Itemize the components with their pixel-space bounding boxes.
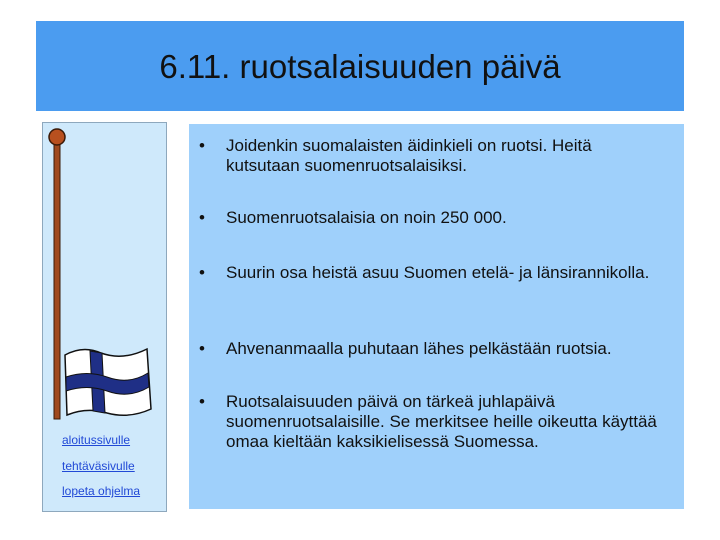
content-panel (189, 124, 684, 509)
bullet-text: Ruotsalaisuuden päivä on tärkeä juhlapäivä suomenruotsalaisille. Se merkitsee heille oikeutta käyttää omaa kieltään kaksikielisessä Suomessa. (226, 392, 657, 451)
bullet-dot: • (199, 208, 205, 227)
bullet-dot: • (199, 392, 205, 411)
bullet-item (199, 208, 669, 228)
bullet-dot: • (199, 339, 205, 358)
bullet-text: Suomenruotsalaisia on noin 250 000. (226, 208, 507, 227)
nav-link-start[interactable]: aloitussivulle (62, 433, 131, 447)
bullet-item (199, 263, 669, 283)
slide-title: 6.11. ruotsalaisuuden päivä (159, 48, 561, 85)
bullet-item (199, 392, 669, 452)
bullet-dot: • (199, 136, 205, 155)
nav-link-tasks[interactable]: tehtäväsivulle (62, 459, 135, 473)
bullet-item (199, 136, 669, 176)
bullet-item (199, 339, 669, 359)
finnish-flag-on-pole-icon (43, 123, 168, 423)
bullet-text: Suurin osa heistä asuu Suomen etelä- ja länsirannikolla. (226, 263, 650, 282)
bullet-text: Joidenkin suomalaisten äidinkieli on ruotsi. Heitä kutsutaan suomenruotsalaisiksi. (226, 136, 592, 175)
bullet-text: Ahvenanmaalla puhutaan lähes pelkästään ruotsia. (226, 339, 612, 358)
title-bar (36, 21, 684, 111)
bullet-dot: • (199, 263, 205, 282)
nav-link-quit[interactable]: lopeta ohjelma (62, 484, 141, 498)
side-panel (42, 122, 167, 512)
